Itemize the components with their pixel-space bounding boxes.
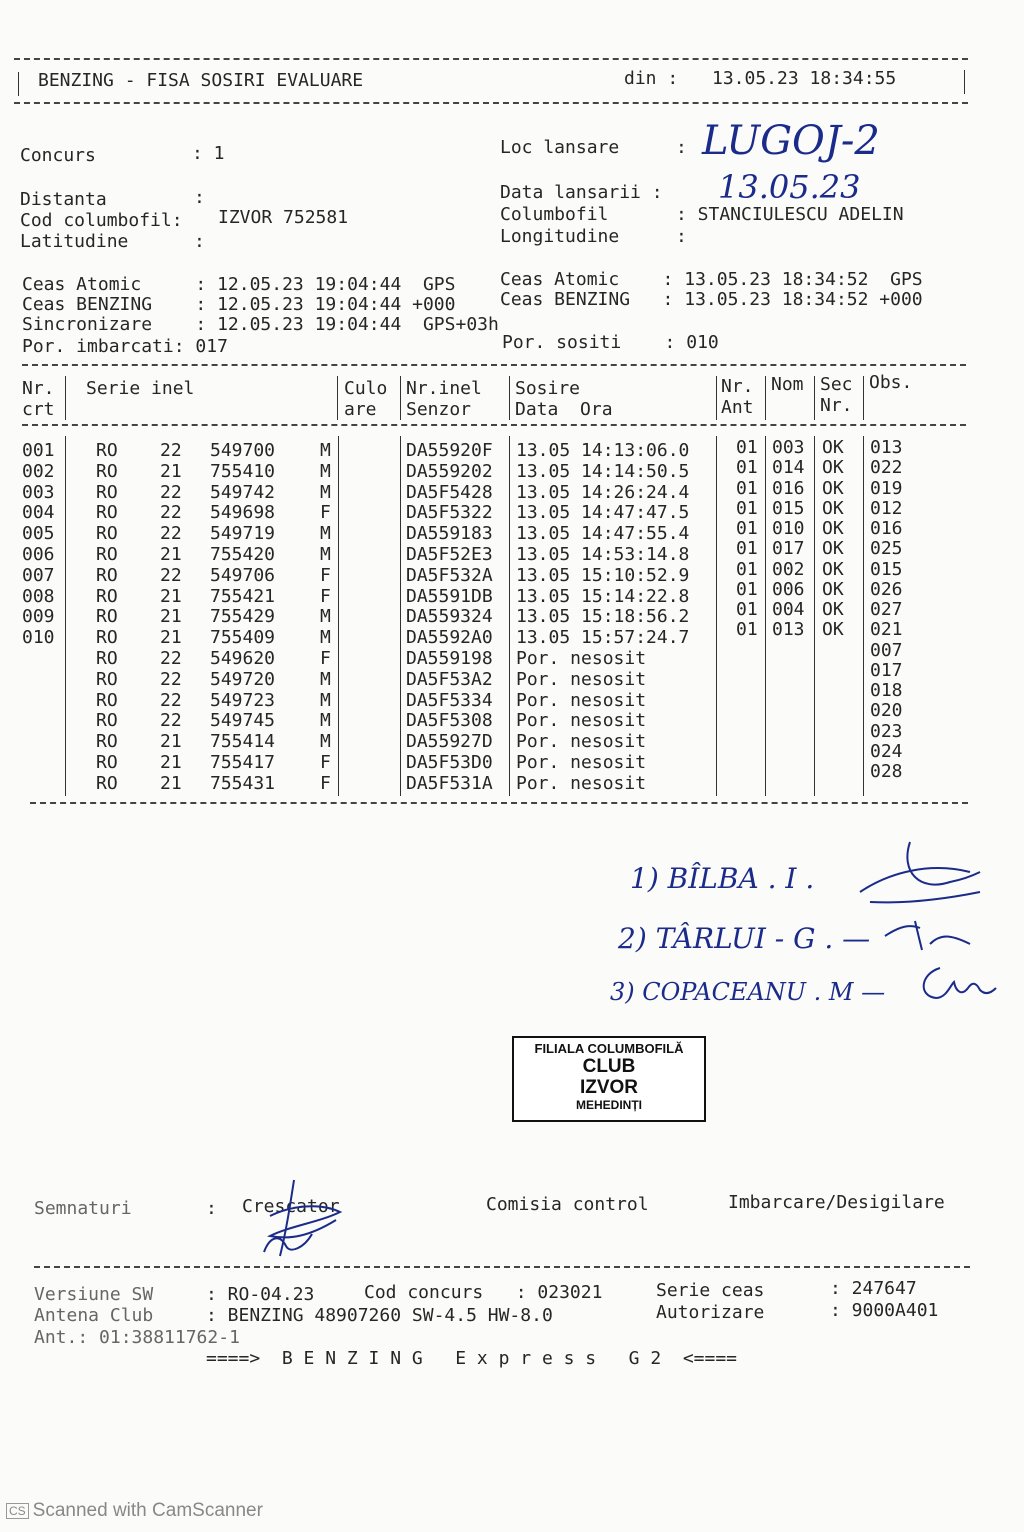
cell-senzor: DA55920F xyxy=(406,440,493,461)
cell-sosire: 13.05 14:47:55.4 xyxy=(516,523,690,545)
cell-ant: 01 xyxy=(736,457,758,479)
cell-sex: M xyxy=(320,481,331,503)
cell-nom: 010 xyxy=(772,518,805,539)
stamp-line-izvor: IZVOR xyxy=(579,1077,639,1098)
col-header-nr: Nr. xyxy=(22,378,55,399)
cell-ant: 01 xyxy=(736,437,758,458)
cell-yy: 22 xyxy=(160,481,182,503)
cell-sec: OK xyxy=(822,599,844,620)
ceas-atomic-end: Ceas Atomic : 13.05.23 18:34:52 GPS xyxy=(500,269,923,290)
col-divider-sosire xyxy=(716,376,717,420)
cell-yy: 22 xyxy=(160,502,182,524)
col-header-data-ora: Data Ora xyxy=(515,399,613,420)
cell-obs: 015 xyxy=(870,558,903,580)
cell-nom: 003 xyxy=(772,437,805,458)
cell-yy: 21 xyxy=(160,772,182,794)
cell-yy: 21 xyxy=(160,606,182,628)
cell-cc: RO xyxy=(96,627,118,649)
serie-ceas-label: Serie ceas xyxy=(656,1280,765,1301)
club-stamp xyxy=(512,1036,706,1122)
cell-cc: RO xyxy=(96,523,118,545)
table-top-border xyxy=(22,364,966,366)
body-col-divider xyxy=(716,436,717,796)
col-header-senzor: Senzor xyxy=(406,399,472,420)
header-right-border xyxy=(964,70,965,94)
cell-ant: 01 xyxy=(736,477,758,499)
semnaturi-label: Semnaturi xyxy=(34,1198,132,1219)
benzing-express-banner: ====> B E N Z I N G E x p r e s s G 2 <==== xyxy=(206,1348,738,1369)
cell-num: 755417 xyxy=(210,752,276,773)
sincronizare: Sincronizare : 12.05.23 19:04:44 GPS+03h xyxy=(22,314,499,335)
cell-sex: F xyxy=(320,648,331,669)
stamp-line-club: CLUB xyxy=(582,1056,636,1077)
footer-divider xyxy=(34,1266,970,1268)
cell-senzor: DA5F52E3 xyxy=(406,544,493,565)
signature-1-icon xyxy=(850,832,990,912)
autorizare-value: : 9000A401 xyxy=(830,1300,939,1321)
cell-nr: 010 xyxy=(22,627,55,649)
cell-ant: 01 xyxy=(736,497,758,519)
cell-obs: 019 xyxy=(870,477,903,499)
cell-yy: 22 xyxy=(160,668,182,690)
loc-lansare-colon: : xyxy=(676,137,687,158)
cell-yy: 22 xyxy=(160,710,182,732)
cell-nr: 001 xyxy=(22,440,55,461)
cell-sosire: 13.05 14:14:50.5 xyxy=(516,460,690,482)
cell-obs: 007 xyxy=(870,639,903,661)
cell-obs: 028 xyxy=(870,761,903,782)
cell-sex: M xyxy=(320,440,331,461)
data-lansarii-handwritten: 13.05.23 xyxy=(718,168,861,206)
col-header-sec: Sec xyxy=(820,374,853,395)
imbarcare-desigilare-label: Imbarcare/Desigilare xyxy=(728,1192,945,1213)
cell-sex: M xyxy=(320,710,331,732)
cell-sec: OK xyxy=(822,518,844,539)
report-title: BENZING - FISA SOSIRI EVALUARE xyxy=(38,70,364,91)
cell-senzor: DA5591DB xyxy=(406,585,493,607)
cell-ant: 01 xyxy=(736,578,758,600)
col-divider-culoare xyxy=(400,376,401,420)
cell-obs: 018 xyxy=(870,680,903,701)
cell-yy: 22 xyxy=(160,564,182,586)
cell-senzor: DA559202 xyxy=(406,460,493,482)
cell-obs: 027 xyxy=(870,599,903,620)
porumbei-imbarcati: Por. imbarcati: 017 xyxy=(22,336,228,357)
cell-yy: 22 xyxy=(160,689,182,711)
distanta-value: : xyxy=(194,187,205,208)
cell-cc: RO xyxy=(96,731,118,753)
cell-cc: RO xyxy=(96,648,118,669)
distanta-label: Distanta xyxy=(20,189,107,210)
cell-num: 755409 xyxy=(210,627,276,649)
cell-obs: 012 xyxy=(870,497,903,519)
body-col-divider xyxy=(863,436,864,796)
cell-cc: RO xyxy=(96,481,118,503)
cell-yy: 21 xyxy=(160,460,182,482)
cell-senzor: DA5592A0 xyxy=(406,627,493,649)
cell-sosire: Por. nesosit xyxy=(516,731,647,753)
cell-sec: OK xyxy=(822,477,844,499)
cell-nom: 017 xyxy=(772,538,805,560)
columbofil-label: Columbofil xyxy=(500,204,609,225)
camscanner-watermark xyxy=(6,1500,263,1522)
col-header-nr-inel: Nr.inel xyxy=(406,378,482,399)
cell-sec: OK xyxy=(822,619,844,641)
cell-yy: 22 xyxy=(160,523,182,545)
cell-sosire: Por. nesosit xyxy=(516,648,647,669)
header-bottom-border xyxy=(14,102,968,104)
versiune-sw-value: : RO-04.23 xyxy=(206,1284,315,1305)
cell-obs: 016 xyxy=(870,518,903,539)
signature-3-icon xyxy=(910,960,1000,1006)
cell-obs: 023 xyxy=(870,720,903,742)
antena-club-label: Antena Club xyxy=(34,1305,154,1326)
cell-cc: RO xyxy=(96,460,118,482)
cell-num: 549719 xyxy=(210,523,276,545)
cod-columbofil-value: IZVOR 752581 xyxy=(218,207,349,228)
crescator-signature-icon xyxy=(250,1176,350,1262)
cell-num: 755420 xyxy=(210,544,276,565)
cell-nom: 002 xyxy=(772,558,805,580)
cell-sex: M xyxy=(320,731,331,753)
cell-senzor: DA5F5308 xyxy=(406,710,493,732)
porumbei-sositi: Por. sositi : 010 xyxy=(502,332,719,353)
cell-senzor: DA5F5322 xyxy=(406,502,493,524)
cell-num: 549742 xyxy=(210,481,276,503)
cell-cc: RO xyxy=(96,772,118,794)
cell-senzor: DA559198 xyxy=(406,648,493,669)
cell-sosire: 13.05 14:53:14.8 xyxy=(516,544,690,565)
cell-obs: 013 xyxy=(870,437,903,458)
cell-senzor: DA5F5334 xyxy=(406,689,493,711)
cell-sec: OK xyxy=(822,437,844,458)
cell-nr: 004 xyxy=(22,502,55,524)
cell-cc: RO xyxy=(96,752,118,773)
versiune-sw-label: Versiune SW xyxy=(34,1284,154,1305)
camscanner-text: Scanned with CamScanner xyxy=(32,1500,263,1521)
cell-num: 755429 xyxy=(210,606,276,628)
cell-nr: 003 xyxy=(22,481,55,503)
cell-num: 755431 xyxy=(210,772,276,794)
cell-sosire: Por. nesosit xyxy=(516,668,647,690)
latitudine-value: : xyxy=(194,231,205,252)
cell-num: 549620 xyxy=(210,648,276,669)
cell-nr: 007 xyxy=(22,564,55,586)
cell-num: 549745 xyxy=(210,710,276,732)
cell-num: 755421 xyxy=(210,585,276,607)
longitudine-label: Longitudine xyxy=(500,226,620,247)
ceas-benzing-end: Ceas BENZING : 13.05.23 18:34:52 +000 xyxy=(500,289,923,310)
cell-senzor: DA559324 xyxy=(406,606,493,628)
cell-nom: 015 xyxy=(772,497,805,519)
cell-sosire: Por. nesosit xyxy=(516,772,647,794)
col-divider-serie xyxy=(337,376,338,420)
cell-obs: 024 xyxy=(870,740,903,762)
cell-sosire: 13.05 14:26:24.4 xyxy=(516,481,690,503)
signature-2-icon xyxy=(880,916,980,956)
stamp-line-mehedinti: MEHEDINȚI xyxy=(576,1098,642,1112)
cell-sex: F xyxy=(320,752,331,773)
cell-sosire: Por. nesosit xyxy=(516,752,647,773)
col-header-nom: Nom xyxy=(771,374,804,395)
cell-obs: 021 xyxy=(870,619,903,641)
cell-nr: 006 xyxy=(22,544,55,565)
cell-ant: 01 xyxy=(736,619,758,641)
cell-senzor: DA55927D xyxy=(406,731,493,753)
cell-yy: 21 xyxy=(160,585,182,607)
comisia-control-label: Comisia control xyxy=(486,1194,649,1215)
cell-sosire: 13.05 15:57:24.7 xyxy=(516,627,690,649)
cell-nr: 005 xyxy=(22,523,55,545)
cell-sex: M xyxy=(320,689,331,711)
cell-cc: RO xyxy=(96,440,118,461)
body-col-divider xyxy=(814,436,815,796)
cell-yy: 21 xyxy=(160,731,182,753)
cell-nom: 013 xyxy=(772,619,805,641)
cell-num: 755414 xyxy=(210,731,276,753)
serie-ceas-value: : 247647 xyxy=(830,1278,917,1299)
data-lansarii-label: Data lansarii : xyxy=(500,182,663,203)
cell-senzor: DA5F532A xyxy=(406,564,493,586)
cell-obs: 022 xyxy=(870,457,903,479)
cell-senzor: DA5F531A xyxy=(406,772,493,794)
cell-obs: 020 xyxy=(870,700,903,722)
handwritten-name-1: 1) BÎLBA . I . xyxy=(630,862,815,895)
handwritten-name-3: 3) COPACEANU . M — xyxy=(610,978,886,1006)
cell-num: 549720 xyxy=(210,668,276,690)
col-header-sec-nr: Nr. xyxy=(820,395,853,416)
cell-obs: 025 xyxy=(870,538,903,560)
cell-yy: 21 xyxy=(160,544,182,565)
cod-concurs: Cod concurs : 023021 xyxy=(364,1282,603,1303)
cell-num: 549698 xyxy=(210,502,276,524)
cell-cc: RO xyxy=(96,585,118,607)
cell-sosire: Por. nesosit xyxy=(516,689,647,711)
cell-ant: 01 xyxy=(736,599,758,620)
table-header-divider xyxy=(22,424,966,426)
cell-sosire: 13.05 14:13:06.0 xyxy=(516,440,690,461)
cell-sosire: Por. nesosit xyxy=(516,710,647,732)
cell-nr: 002 xyxy=(22,460,55,482)
cell-cc: RO xyxy=(96,689,118,711)
cod-columbofil-label: Cod columbofil: xyxy=(20,210,183,231)
cell-ant: 01 xyxy=(736,538,758,560)
cell-nom: 016 xyxy=(772,477,805,499)
col-divider-sec xyxy=(863,376,864,420)
cell-yy: 21 xyxy=(160,752,182,773)
cell-sec: OK xyxy=(822,578,844,600)
cell-cc: RO xyxy=(96,544,118,565)
cell-ant: 01 xyxy=(736,558,758,580)
cell-senzor: DA5F53A2 xyxy=(406,668,493,690)
cell-sex: M xyxy=(320,460,331,482)
cell-yy: 22 xyxy=(160,648,182,669)
cell-senzor: DA559183 xyxy=(406,523,493,545)
cell-nr: 008 xyxy=(22,585,55,607)
cell-sec: OK xyxy=(822,538,844,560)
cell-ant: 01 xyxy=(736,518,758,539)
cell-senzor: DA5F5428 xyxy=(406,481,493,503)
cell-sex: F xyxy=(320,772,331,794)
antenna-id: Ant.: 01:38811762-1 xyxy=(34,1327,240,1348)
concurs-label: Concurs xyxy=(20,145,96,166)
cell-sec: OK xyxy=(822,497,844,519)
cell-cc: RO xyxy=(96,606,118,628)
col-header-ant: Ant xyxy=(721,397,754,418)
semnaturi-colon: : xyxy=(206,1198,217,1219)
body-col-divider xyxy=(509,436,510,796)
longitudine-value: : xyxy=(676,226,687,247)
cell-sex: M xyxy=(320,627,331,649)
cell-num: 549723 xyxy=(210,689,276,711)
col-divider-ant xyxy=(765,376,766,420)
din-datetime: 13.05.23 18:34:55 xyxy=(712,68,897,89)
columbofil-value: : STANCIULESCU ADELIN xyxy=(676,204,904,225)
col-divider-senzor xyxy=(509,376,510,420)
cell-sosire: 13.05 15:10:52.9 xyxy=(516,564,690,586)
cell-sex: F xyxy=(320,585,331,607)
body-col-divider xyxy=(400,436,401,796)
body-col-divider xyxy=(65,436,66,796)
antena-club-value: : BENZING 48907260 SW-4.5 HW-8.0 xyxy=(206,1305,553,1326)
col-divider-nr xyxy=(65,376,66,420)
col-header-obs: Obs. xyxy=(869,372,913,393)
cell-sec: OK xyxy=(822,457,844,479)
cell-senzor: DA5F53D0 xyxy=(406,752,493,773)
col-divider-nom xyxy=(814,376,815,420)
cell-sex: M xyxy=(320,668,331,690)
cell-num: 549706 xyxy=(210,564,276,586)
cell-sex: F xyxy=(320,564,331,586)
cell-num: 755410 xyxy=(210,460,276,482)
col-header-sosire: Sosire xyxy=(515,378,581,399)
ceas-benzing-start: Ceas BENZING : 12.05.23 19:04:44 +000 xyxy=(22,294,456,315)
cell-cc: RO xyxy=(96,564,118,586)
concurs-value: : 1 xyxy=(192,143,225,164)
ceas-atomic-start: Ceas Atomic : 12.05.23 19:04:44 GPS xyxy=(22,274,456,295)
cell-nr: 009 xyxy=(22,606,55,628)
loc-lansare-label: Loc lansare xyxy=(500,137,620,158)
stamp-line-filiala: FILIALA COLUMBOFILĂ xyxy=(534,1041,684,1056)
table-bottom-border xyxy=(30,802,968,804)
col-header-nr-ant: Nr. xyxy=(721,376,754,397)
body-col-divider xyxy=(338,436,339,796)
col-header-crt: crt xyxy=(22,399,55,420)
col-header-are: are xyxy=(344,399,377,420)
handwritten-name-2: 2) TÂRLUI - G . — xyxy=(618,922,871,955)
loc-lansare-handwritten: LUGOJ-2 xyxy=(702,118,880,164)
cell-cc: RO xyxy=(96,668,118,690)
crescator-label: Crescator xyxy=(242,1196,340,1217)
cell-sex: F xyxy=(320,502,331,524)
cell-sosire: 13.05 15:14:22.8 xyxy=(516,585,690,607)
autorizare-label: Autorizare xyxy=(656,1302,765,1323)
cell-nom: 006 xyxy=(772,578,805,600)
header-top-border xyxy=(14,58,968,60)
cell-cc: RO xyxy=(96,710,118,732)
camscanner-logo-icon: CS xyxy=(6,1503,29,1519)
cell-sec: OK xyxy=(822,558,844,580)
cell-nom: 014 xyxy=(772,457,805,479)
cell-yy: 21 xyxy=(160,627,182,649)
cell-yy: 22 xyxy=(160,440,182,461)
header-left-border xyxy=(18,72,19,96)
latitudine-label: Latitudine xyxy=(20,231,129,252)
cell-sex: M xyxy=(320,523,331,545)
cell-nom: 004 xyxy=(772,599,805,620)
cell-sex: M xyxy=(320,544,331,565)
cell-cc: RO xyxy=(96,502,118,524)
col-header-culo: Culo xyxy=(344,378,388,399)
cell-obs: 017 xyxy=(870,659,903,681)
cell-sosire: 13.05 15:18:56.2 xyxy=(516,606,690,628)
body-col-divider xyxy=(765,436,766,796)
cell-sosire: 13.05 14:47:47.5 xyxy=(516,502,690,524)
din-label: din : xyxy=(624,68,679,89)
cell-num: 549700 xyxy=(210,440,276,461)
cell-obs: 026 xyxy=(870,578,903,600)
cell-sex: M xyxy=(320,606,331,628)
col-header-serie-inel: Serie inel xyxy=(86,378,195,399)
